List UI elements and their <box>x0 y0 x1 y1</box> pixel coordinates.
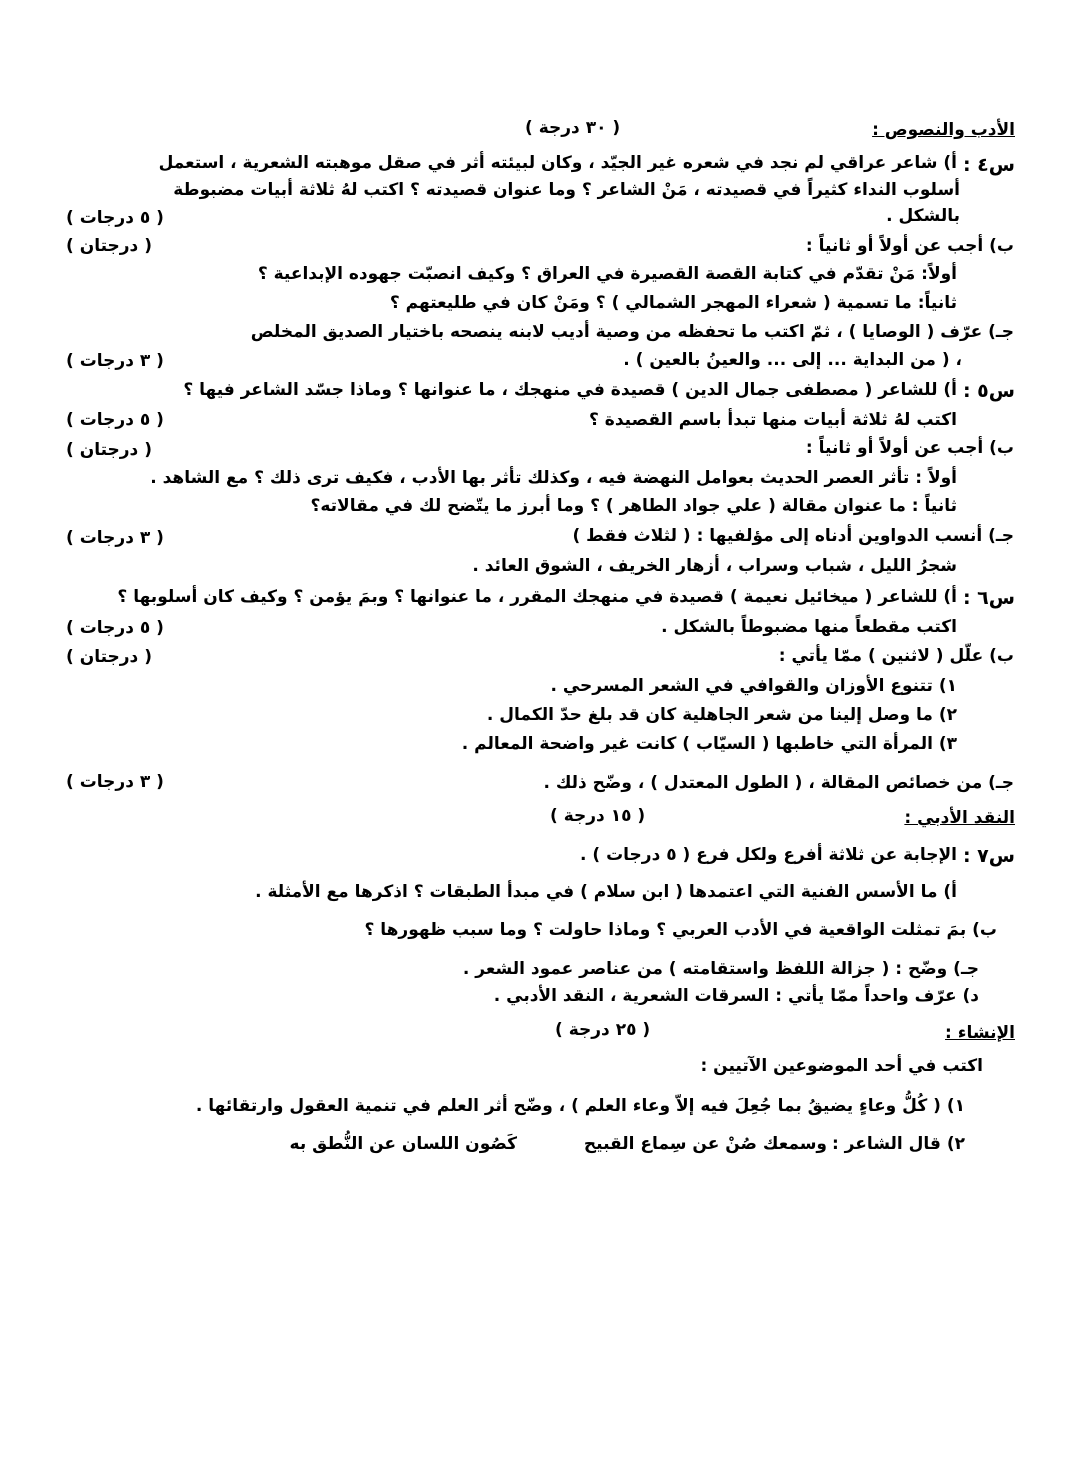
q5-c-marks: ( ٣ درجات ) <box>66 528 164 548</box>
composition-topic-1: ١) ( كُلُّ وعاءٍ يضيقُ بما جُعِلَ فيه إلاّ وعاء العلم ) ، وضّح أثر العلم في تنمية العقول وارتقائها . <box>195 1096 965 1116</box>
composition-intro: اكتب في أحد الموضوعين الآتيين : <box>700 1056 983 1076</box>
q7-c: جـ) وضّح : ( جزالة اللفظ واستقامته ) من عناصر عمود الشعر . <box>462 959 979 979</box>
q6-b-item3: ٣) المرأة التي خاطبها ( السيّاب ) كانت غير واضحة المعالم . <box>461 734 957 754</box>
poem-second-hemistich: كَصُون اللسان عن النُّطق به <box>289 1134 517 1154</box>
q4-b-marks: ( درجتان ) <box>66 236 152 256</box>
section-marks-composition: ( ٢٥ درجة ) <box>555 1020 651 1040</box>
composition-topic-2-label: ٢) قال الشاعر : <box>831 1134 965 1154</box>
q5-b-first: أولاً : تأثر العصر الحديث بعوامل النهضة فيه ، وكذلك تأثر بها الأدب ، فكيف ترى ذلك ؟ مع الشاهد . <box>150 468 957 488</box>
q4-c-line2: ، ( من البداية ... إلى ... والعينُ بالعين ) . <box>623 350 962 370</box>
q5-c: جـ) أنسب الدواوين أدناه إلى مؤلفيها : ( لثلاث فقط ) <box>572 526 1014 546</box>
q4-c-line1: جـ) عرّف ( الوصايا ) ، ثمّ اكتب ما تحفظه من وصية أديب لابنه ينصحه باختيار الصديق المخلص <box>250 322 1014 342</box>
q5-b-second: ثانياً : ما عنوان مقالة ( علي جواد الطاهر ) ؟ وما أبرز ما يتّضح لك في مقالاته؟ <box>310 496 957 516</box>
section-title-literature: الأدب والنصوص : <box>872 120 1015 140</box>
section-title-composition: الإنشاء : <box>945 1023 1015 1043</box>
q5-c-items: شجرُ الليل ، شباب وسراب ، أزهار الخريف ، الشوق العائد . <box>472 556 957 576</box>
q4-a-marks: ( ٥ درجات ) <box>66 208 164 228</box>
section-marks-literature: ( ٣٠ درجة ) <box>525 118 621 138</box>
section-marks-criticism: ( ١٥ درجة ) <box>550 806 646 826</box>
q6-b: ب) علّل ( لاثنين ) ممّا يأتي : <box>778 646 1014 666</box>
q6-a-line2: اكتب مقطعاً منها مضبوطاً بالشكل . <box>661 617 957 637</box>
section-title-criticism: النقد الأدبي : <box>904 808 1015 828</box>
question-number-5: س٥ : <box>962 380 1015 402</box>
q6-b-item2: ٢) ما وصل إلينا من شعر الجاهلية كان قد بلغ حدّ الكمال . <box>486 705 957 725</box>
q4-a-line2: أسلوب النداء كثيراً في قصيدته ، مَنْ الشاعر ؟ وما عنوان قصيدته ؟ اكتب لهُ ثلاثة أبيات مضبوطة <box>173 180 960 200</box>
q5-b-marks: ( درجتان ) <box>66 440 152 460</box>
q6-c: جـ) من خصائص المقالة ، ( الطول المعتدل ) ، وضّح ذلك . <box>543 773 1014 793</box>
question-number-6: س٦ : <box>962 587 1015 609</box>
q7-a: أ) ما الأسس الفنية التي اعتمدها ( ابن سلام ) في مبدأ الطبقات ؟ اذكرها مع الأمثلة . <box>255 882 957 902</box>
q5-a-line1: أ) للشاعر ( مصطفى جمال الدين ) قصيدة في منهجك ، ما عنوانها ؟ وماذا جسّد الشاعر فيها ؟ <box>183 380 957 400</box>
q7-b: ب) بمَ تمثلت الواقعية في الأدب العربي ؟ وماذا حاولت ؟ وما سبب ظهورها ؟ <box>364 920 997 940</box>
question-number-4: س٤ : <box>962 154 1015 176</box>
q5-a-line2: اكتب لهُ ثلاثة أبيات منها تبدأ باسم القصيدة ؟ <box>589 410 957 430</box>
poem-first-hemistich: وسمعك صُنْ عن سِماع القبيح <box>583 1134 827 1154</box>
q7-intro: الإجابة عن ثلاثة أفرع ولكل فرع ( ٥ درجات ) . <box>580 845 957 865</box>
q7-d: د) عرّف واحداً ممّا يأتي : السرقات الشعرية ، النقد الأدبي . <box>493 986 979 1006</box>
q4-b: ب) أجب عن أولاً أو ثانياً : <box>805 236 1014 256</box>
question-number-7: س٧ : <box>962 845 1015 867</box>
q6-a-line1: أ) للشاعر ( ميخائيل نعيمة ) قصيدة في منهجك المقرر ، ما عنوانها ؟ وبمَ يؤمن ؟ وكيف كان أسلوبها ؟ <box>117 587 957 607</box>
q5-b: ب) أجب عن أولاً أو ثانياً : <box>805 438 1014 458</box>
q6-b-marks: ( درجتان ) <box>66 647 152 667</box>
q6-a-marks: ( ٥ درجات ) <box>66 618 164 638</box>
q6-b-item1: ١) تتنوع الأوزان والقوافي في الشعر المسرحي . <box>550 676 957 696</box>
q4-c-marks: ( ٣ درجات ) <box>66 351 164 371</box>
q4-b-second: ثانياً: ما تسمية ( شعراء المهجر الشمالي ) ؟ ومَنْ كان في طليعتهم ؟ <box>389 293 957 313</box>
q4-a-line3: بالشكل . <box>886 206 960 226</box>
q4-b-first: أولاً: مَنْ تقدّم في كتابة القصة القصيرة في العراق ؟ وكيف انصبّت جهوده الإبداعية ؟ <box>257 264 957 284</box>
q4-a-line1: أ) شاعر عراقي لم نجد في شعره غير الجيّد ، وكان لبيئته أثر في صقل موهبته الشعرية ، استعمل <box>158 153 957 173</box>
q5-a-marks: ( ٥ درجات ) <box>66 410 164 430</box>
q6-c-marks: ( ٣ درجات ) <box>66 772 164 792</box>
